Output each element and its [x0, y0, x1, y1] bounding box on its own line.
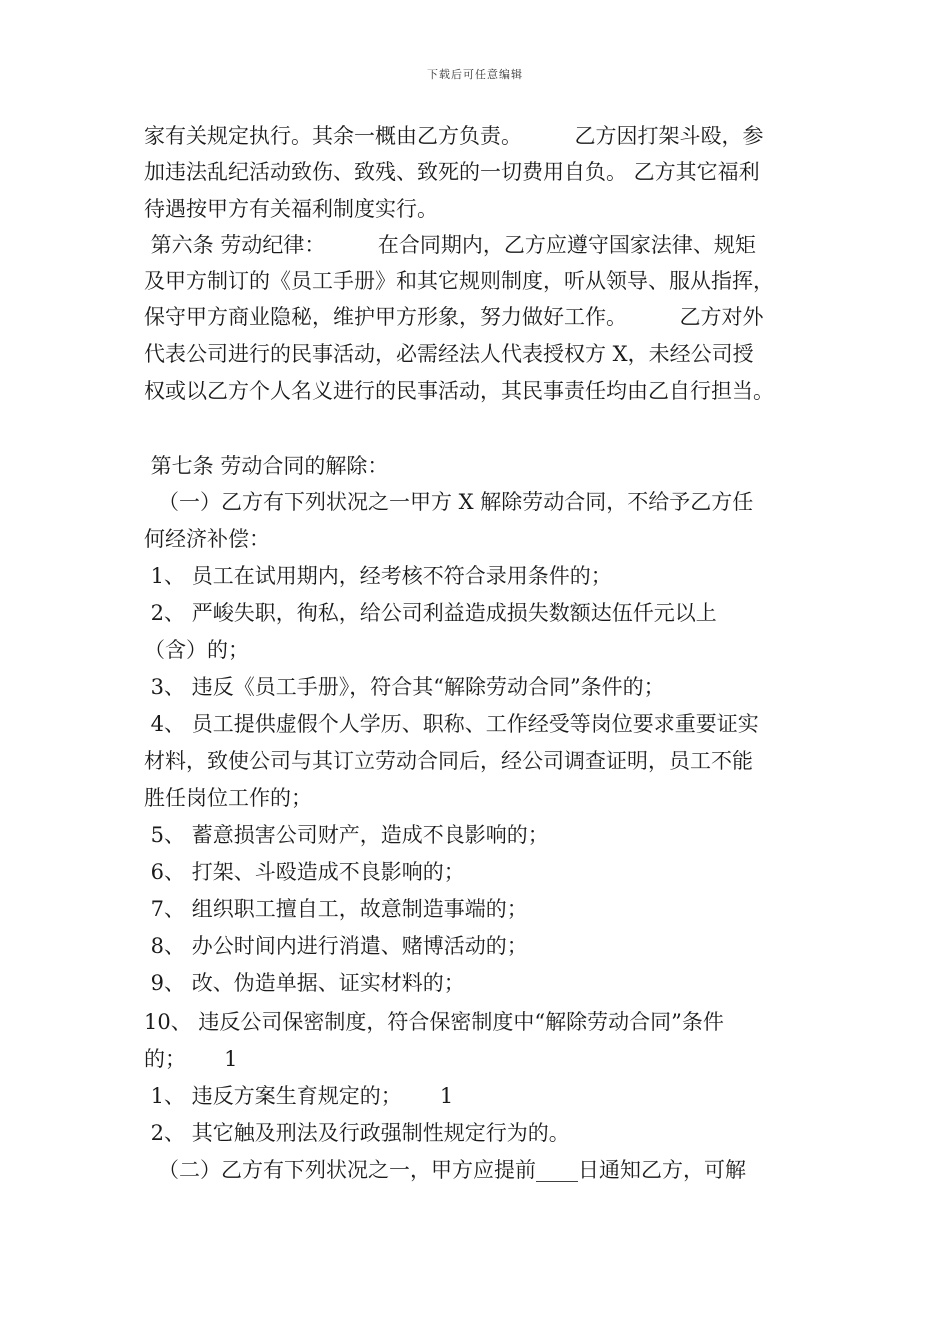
- text-line: 加违法乱纪活动致伤、致残、致死的一切费用自负。 乙方其它福利: [144, 160, 760, 184]
- text-line: 材料，致使公司与其订立劳动合同后，经公司调查证明，员工不能: [144, 749, 753, 773]
- text-line: （二）乙方有下列状况之一，甲方应提前____日通知乙方，可解: [158, 1158, 746, 1182]
- list-item: 3、 违反《员工手册》，符合其“解除劳动合同”条件的；: [144, 675, 665, 699]
- text-line: 代表公司进行的民事活动，必需经法人代表授权方 X，未经公司授: [144, 342, 754, 366]
- list-item: 1、 违反方案生育规定的； 1: [144, 1084, 454, 1108]
- list-item: 7、 组织职工擅自工，故意制造事端的；: [144, 897, 528, 921]
- list-item: 1、 员工在试用期内，经考核不符合录用条件的；: [144, 564, 612, 588]
- list-item: 6、 打架、斗殴造成不良影响的；: [144, 860, 465, 884]
- text-line: 第六条 劳动纪律： 在合同期内，乙方应遵守国家法律、规矩: [144, 233, 756, 257]
- text-line: （含）的；: [144, 638, 249, 662]
- list-item: 4、 员工提供虚假个人学历、职称、工作经受等岗位要求重要证实: [144, 712, 759, 736]
- list-item: 2、 严峻失职，徇私，给公司利益造成损失数额达伍仟元以上: [144, 601, 717, 625]
- text-line: （一）乙方有下列状况之一甲方 X 解除劳动合同，不给予乙方任: [158, 490, 754, 514]
- text-line: 权或以乙方个人名义进行的民事活动，其民事责任均由乙自行担当。: [144, 379, 774, 403]
- text-line: 保守甲方商业隐秘，维护甲方形象，努力做好工作。 乙方对外: [144, 305, 764, 329]
- text-line: 胜任岗位工作的；: [144, 786, 312, 810]
- list-item: 5、 蓄意损害公司财产，造成不良影响的；: [144, 823, 549, 847]
- text-line: 的； 1: [144, 1047, 238, 1071]
- text-line: 待遇按甲方有关福利制度实行。: [144, 197, 438, 221]
- text-line: 及甲方制订的《员工手册》和其它规则制度，听从领导、服从指挥，: [144, 269, 774, 293]
- text-line: 家有关规定执行。其余一概由乙方负责。 乙方因打架斗殴，参: [144, 124, 764, 148]
- list-item: 2、 其它触及刑法及行政强制性规定行为的。: [144, 1121, 570, 1145]
- list-item: 10、 违反公司保密制度，符合保密制度中“解除劳动合同”条件: [144, 1010, 724, 1034]
- list-item: 8、 办公时间内进行消遣、赌博活动的；: [144, 934, 528, 958]
- list-item: 9、 改、伪造单据、证实材料的；: [144, 971, 465, 995]
- text-line: 何经济补偿：: [144, 527, 270, 551]
- page-header: 下载后可任意编辑: [427, 68, 523, 81]
- section-heading: 第七条 劳动合同的解除：: [144, 454, 389, 478]
